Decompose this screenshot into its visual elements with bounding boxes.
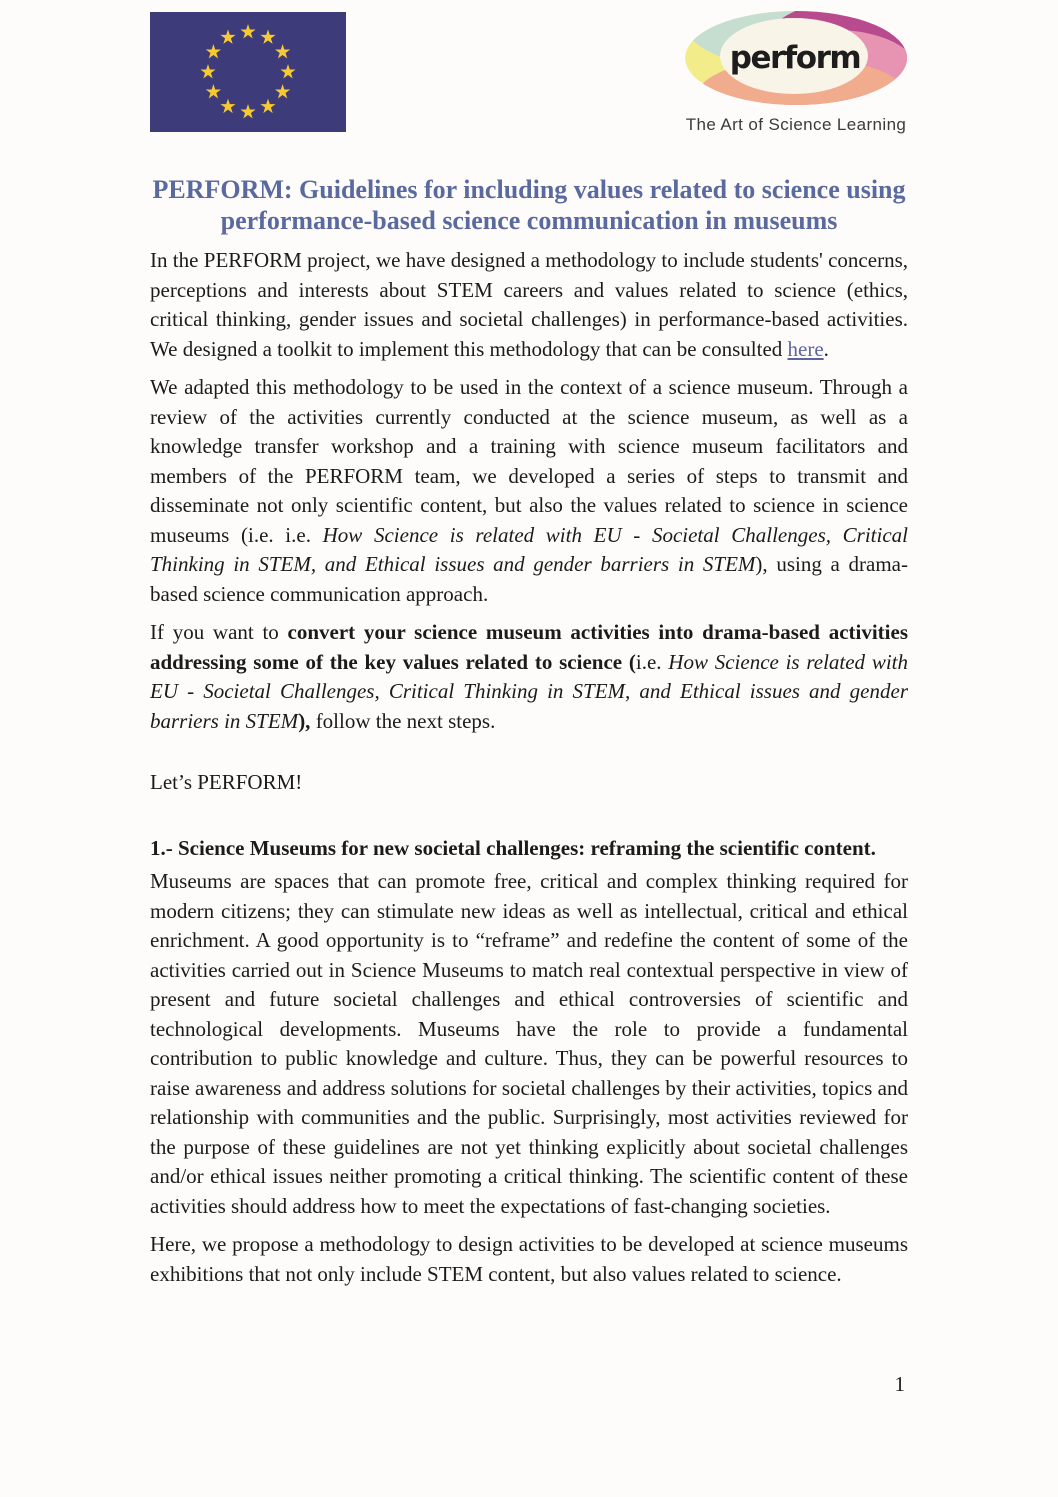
perform-wordmark: perform xyxy=(729,40,861,76)
text-segment: ), xyxy=(298,708,311,733)
text-segment: Here, we propose a methodology to design activities to be developed at science museums exhibitions that not only include STEM content, but also values related to science. xyxy=(150,1232,908,1286)
call-to-action-paragraph xyxy=(150,618,908,736)
museums-role-paragraph xyxy=(150,867,908,1221)
text-segment: . xyxy=(823,336,829,361)
section-1-heading xyxy=(150,834,908,864)
eu-flag-logo xyxy=(150,12,346,132)
page-header xyxy=(150,12,908,138)
text-segment: Museums are spaces that can promote free, critical and complex thinking required for modern citizens; they can stimulate new ideas as well as intellectual, critical and ethical enrichment. A good opportunity is to “reframe” and redefine the content of some of the activities carried out in Science Museums to match real contextual perspective in view of present and future societal challenges and ethical controversies of scientific and technological developments. Museums have the role to provide a fundamental contribution to public knowledge and culture. Thus, they can be powerful resources to raise awareness and address solutions for societal challenges by their activities, topics and relationship with communities and the public. Surprisingly, most activities reviewed for the purpose of these guidelines are not yet thinking explicitly about societal challenges and/or ethical issues neither promoting a critical thinking. The scientific content of these activities should address how to meet the expectations of fast-changing societies. xyxy=(150,869,908,1218)
document-body xyxy=(150,246,908,1289)
text-segment: If you want to xyxy=(150,620,288,644)
text-segment: In the PERFORM project, we have designed a methodology to include students' concerns, perceptions and interests about STEM careers and values related to science (ethics, critical thinking, gender issues and societal challenges) in performance-based activities. We designed a toolkit to implement this methodology that can be consulted xyxy=(150,248,908,361)
perform-logo xyxy=(684,10,908,135)
museum-adaptation-paragraph xyxy=(150,373,908,609)
text-segment: How Science is related with EU - Societal Challenges, Critical Thinking in STEM, and Ethical issues and gender barriers in STEM xyxy=(150,649,908,733)
text-segment: i.e. xyxy=(635,649,669,674)
text-segment: convert your science museum activities into drama-based activities addressing some of the key values related to science ( xyxy=(150,620,908,674)
document-title-line1: PERFORM: Guidelines for including values related to science using xyxy=(152,175,906,204)
page-number: 1 xyxy=(894,1372,905,1396)
text-segment: follow the next steps. xyxy=(310,708,496,733)
text-segment: How Science is related with EU - Societal Challenges, Critical Thinking in STEM, and Ethical issues and gender barriers in STEM xyxy=(150,522,909,576)
here-link[interactable]: here xyxy=(787,336,824,361)
perform-logo-icon xyxy=(684,10,908,106)
document-title xyxy=(150,174,908,236)
perform-logo-tagline: The Art of Science Learning xyxy=(685,115,907,134)
text-segment: Let’s PERFORM! xyxy=(150,770,303,794)
text-segment: We adapted this methodology to be used in the context of a science museum. Through a review of the activities currently conducted at the science museum, as well as a knowledge transfer workshop and a training with science museum facilitators and members of the PERFORM team, we developed a series of steps to transmit and disseminate not only scientific content, but also the values related to science in science museums (i.e. i.e. xyxy=(150,375,908,547)
lets-perform-line xyxy=(150,768,908,798)
proposal-paragraph xyxy=(150,1230,908,1289)
document-title-line2: performance-based science communication in museums xyxy=(220,206,838,235)
text-segment: 1.- Science Museums for new societal challenges: reframing the scientific content. xyxy=(150,835,876,860)
intro-paragraph xyxy=(150,246,908,364)
text-segment: ), using a drama-based science communication approach. xyxy=(150,552,908,606)
